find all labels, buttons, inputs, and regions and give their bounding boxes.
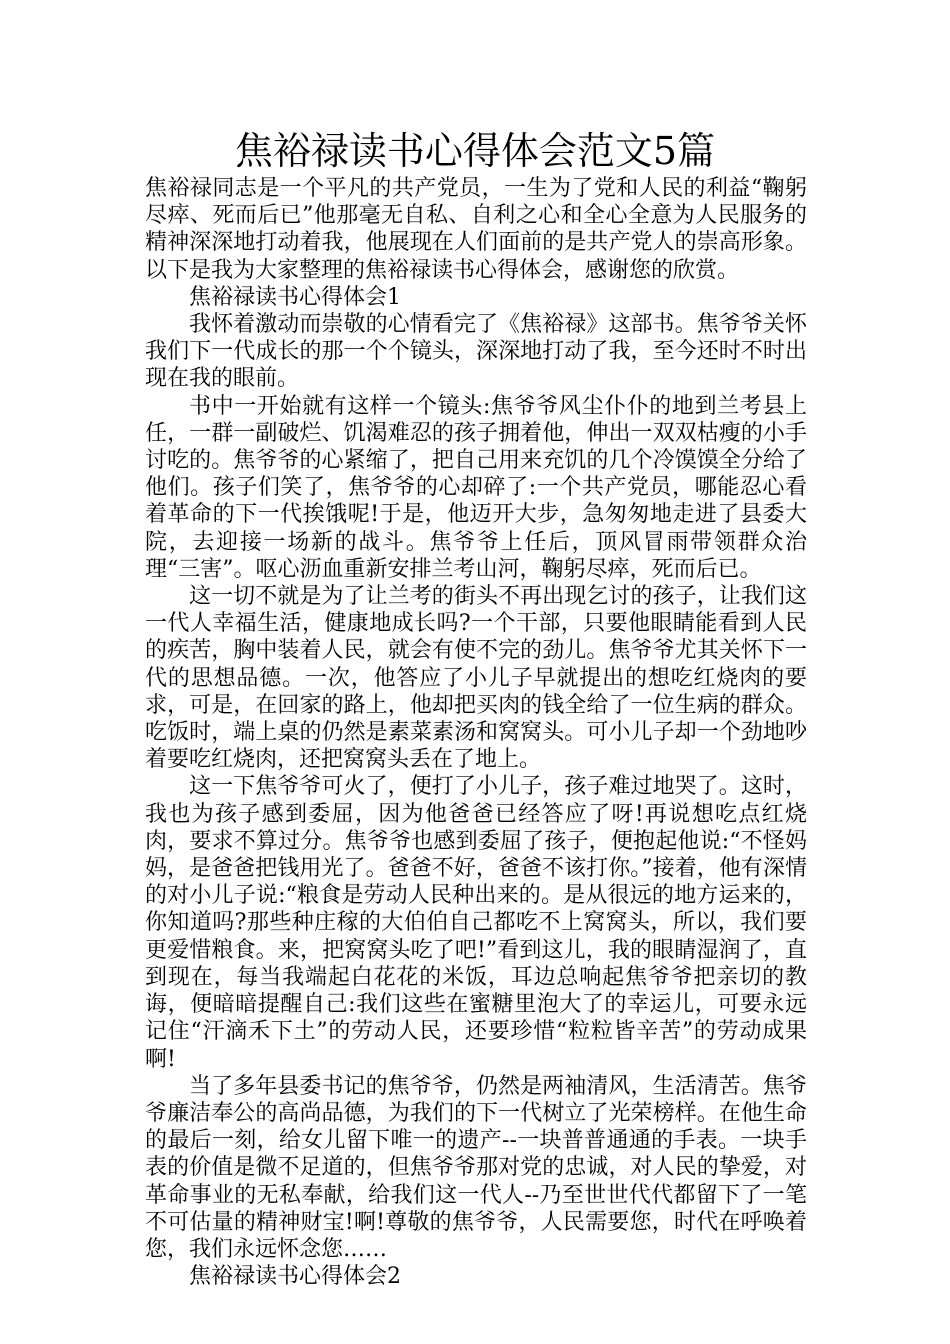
document-title: 焦裕禄读书心得体会范文5篇 <box>234 129 716 173</box>
intro-paragraph: 焦裕禄同志是一个平凡的共产党员，一生为了党和人民的利益“鞠躬尽瘁、死而后已”他那毫无自私、自利之心和全心全意为人民服务的精神深深地打动着我，他展现在人们面前的是共产党人的崇高形象。以下是我为大家整理的焦裕禄读书心得体会，感谢您的欣赏。 <box>145 176 807 283</box>
section-heading-1: 焦裕禄读书心得体会1 <box>189 284 401 310</box>
body-paragraph: 书中一开始就有这样一个镜头:焦爷爷风尘仆仆的地到兰考县上任，一群一副破烂、饥渴难忍的孩子拥着他，伸出一双双枯瘦的小手讨吃的。焦爷爷的心紧缩了，把自己用来充饥的几个冷馍馍全分给了他们。孩子们笑了，焦爷爷的心却碎了:一个共产党员，哪能忍心看着革命的下一代挨饿呢!于是，他迈开大步，急匆匆地走进了县委大院，去迎接一场新的战斗。焦爷爷上任后，顶风冒雨带领群众治理“三害”。呕心沥血重新安排兰考山河，鞠躬尽瘁，死而后已。 <box>145 393 807 582</box>
document-body <box>145 175 807 1290</box>
body-paragraph: 当了多年县委书记的焦爷爷，仍然是两袖清风，生活清苦。焦爷爷廉洁奉公的高尚品德，为我们的下一代树立了光荣榜样。在他生命的最后一刻，给女儿留下唯一的遗产--一块普普通通的手表。一块手表的价值是微不足道的，但焦爷爷那对党的忠诚，对人民的挚爱，对革命事业的无私奉献，给我们这一代人--乃至世世代代都留下了一笔不可估量的精神财宝!啊!尊敬的焦爷爷，人民需要您，时代在呼唤着您，我们永远怀念您…… <box>145 1073 807 1262</box>
body-paragraph: 我怀着激动而崇敬的心情看完了《焦裕禄》这部书。焦爷爷关怀我们下一代成长的那一个个镜头，深深地打动了我，至今还时不时出现在我的眼前。 <box>145 312 807 392</box>
section-heading-2: 焦裕禄读书心得体会2 <box>189 1264 401 1290</box>
body-paragraph: 这一下焦爷爷可火了，便打了小儿子，孩子难过地哭了。这时，我也为孩子感到委屈，因为他爸爸已经答应了呀!再说想吃点红烧肉，要求不算过分。焦爷爷也感到委屈了孩子，便抱起他说:“不怪妈妈，是爸爸把钱用光了。爸爸不好，爸爸不该打你。”接着，他有深情的对小儿子说:“粮食是劳动人民种出来的。是从很远的地方运来的，你知道吗?那些种庄稼的大伯伯自己都吃不上窝窝头，所以，我们要更爱惜粮食。来，把窝窝头吃了吧!”看到这儿，我的眼睛湿润了，直到现在，每当我端起白花花的米饭，耳边总响起焦爷爷把亲切的教诲，便暗暗提醒自己:我们这些在蜜糖里泡大了的幸运儿，可要永远记住“汗滴禾下土”的劳动人民，还要珍惜“粒粒皆辛苦”的劳动成果啊! <box>145 774 807 1072</box>
body-paragraph: 这一切不就是为了让兰考的街头不再出现乞讨的孩子，让我们这一代人幸福生活，健康地成长吗?一个干部，只要他眼睛能看到人民的疾苦，胸中装着人民，就会有使不完的劲儿。焦爷爷尤其关怀下一代的思想品德。一次，他答应了小儿子早就提出的想吃红烧肉的要求，可是，在回家的路上，他却把买肉的钱全给了一位生病的群众。吃饭时，端上桌的仍然是素菜素汤和窝窝头。可小儿子却一个劲地吵着要吃红烧肉，还把窝窝头丢在了地上。 <box>145 584 807 773</box>
